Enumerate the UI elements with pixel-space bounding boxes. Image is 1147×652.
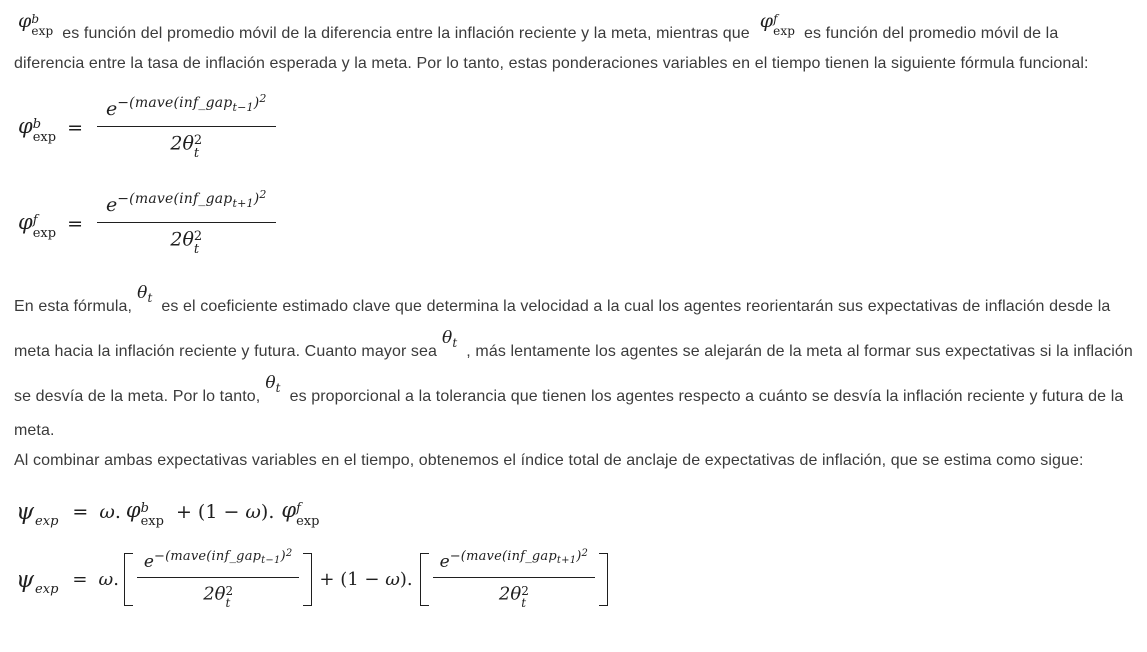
formula-psi-full [16,548,608,610]
paragraph1-text1: es función del promedio móvil de la diferencia entre la inflación reciente y la meta, mientras que [62,25,750,42]
fraction-forward [433,548,595,610]
theta-t-inline: $\theta_t$ [137,283,153,305]
paragraph2-line1: En esta $fórmula,\theta_t$ es el coeficiente estimado clave que determina la velocidad a la cual los agentes reorientarán sus expectativas de inflación desde la [14,283,1111,315]
omega-term: ω. [98,569,119,590]
formula-phi-f [18,188,279,257]
paragraph2-line3: se desvía de la meta. Por lo $tanto,\theta_t$ es proporcional a la tolerancia que tienen los agentes respecto a cuánto se desvía la inflación reciente y futura de la [14,373,1124,405]
theta-t-inline: $\theta_t$ [265,373,281,395]
paragraph2-line2: meta hacia la inflación reciente y futura. Cuanto mayor seaθ$_t$ , más lentamente los agentes se alejarán de la meta al formar sus expectativas si la inflación [14,328,1133,360]
denominator: 2θ 2 t [170,132,203,161]
left-bracket [420,553,429,606]
omega-term: ω. [99,500,121,523]
equals-sign: = [67,213,83,235]
numerator: e−(mave(inf_gap$_{t+1}$)$^2$ [106,188,267,216]
phi-b-term: φ b exp [125,498,164,529]
paragraph1-line1 [14,10,1059,46]
paragraph1-line2: diferencia entre la tasa de inflación esperada y la meta. Por lo tanto, estas ponderaciones variables en el tiempo tienen la siguiente fórmula funcional: [14,55,1089,72]
denominator: 2θ 2 t [170,228,203,257]
denominator: 2θ 2 t [498,583,529,610]
numerator: e−(mave(inf_gap$_{t-1}$)$^2$ [106,92,267,120]
phi-f-lhs: φ f exp [18,210,57,241]
phi-f-term: φ f exp [281,498,320,529]
numerator: $e^{-(mave(inf\_gap_{t-1})^2}$ [143,548,293,572]
formula-psi-weighted [16,498,324,529]
paragraph3: Al combinar ambas expectativas variables en el tiempo, obtenemos el índice total de anclaje de expectativas de inflación, que se estima como sigue: [14,452,1084,469]
plus-term: + (1 − ω). [319,569,413,590]
fraction-backward [137,548,299,610]
phi-f-exp-inline: φ f exp [759,10,796,38]
equals-sign: = [72,500,89,523]
denominator: 2θ 2 t [203,583,234,610]
fraction [97,188,276,257]
fraction [97,92,276,161]
paragraph2-line4: meta. [14,422,55,439]
psi-lhs: $\psi_{exp}$ [16,566,59,597]
equals-sign: = [72,569,88,590]
numerator: $e^{-(mave(inf\_gap_{t+1})^2}$ [439,548,589,572]
equals-sign: = [67,117,83,139]
theta-t-inline: $\theta_t$ [442,328,458,350]
plus-term: + (1 − ω). [175,500,275,523]
left-bracket [124,553,133,606]
psi-lhs: $\psi_{exp}$ [16,498,59,529]
phi-b-lhs: φ b exp [18,114,57,145]
phi-b-exp-inline: φ b exp [18,10,54,38]
right-bracket [303,553,312,606]
right-bracket [599,553,608,606]
formula-phi-b [18,92,279,161]
paragraph1-text2: es función del promedio móvil de la [804,25,1059,42]
